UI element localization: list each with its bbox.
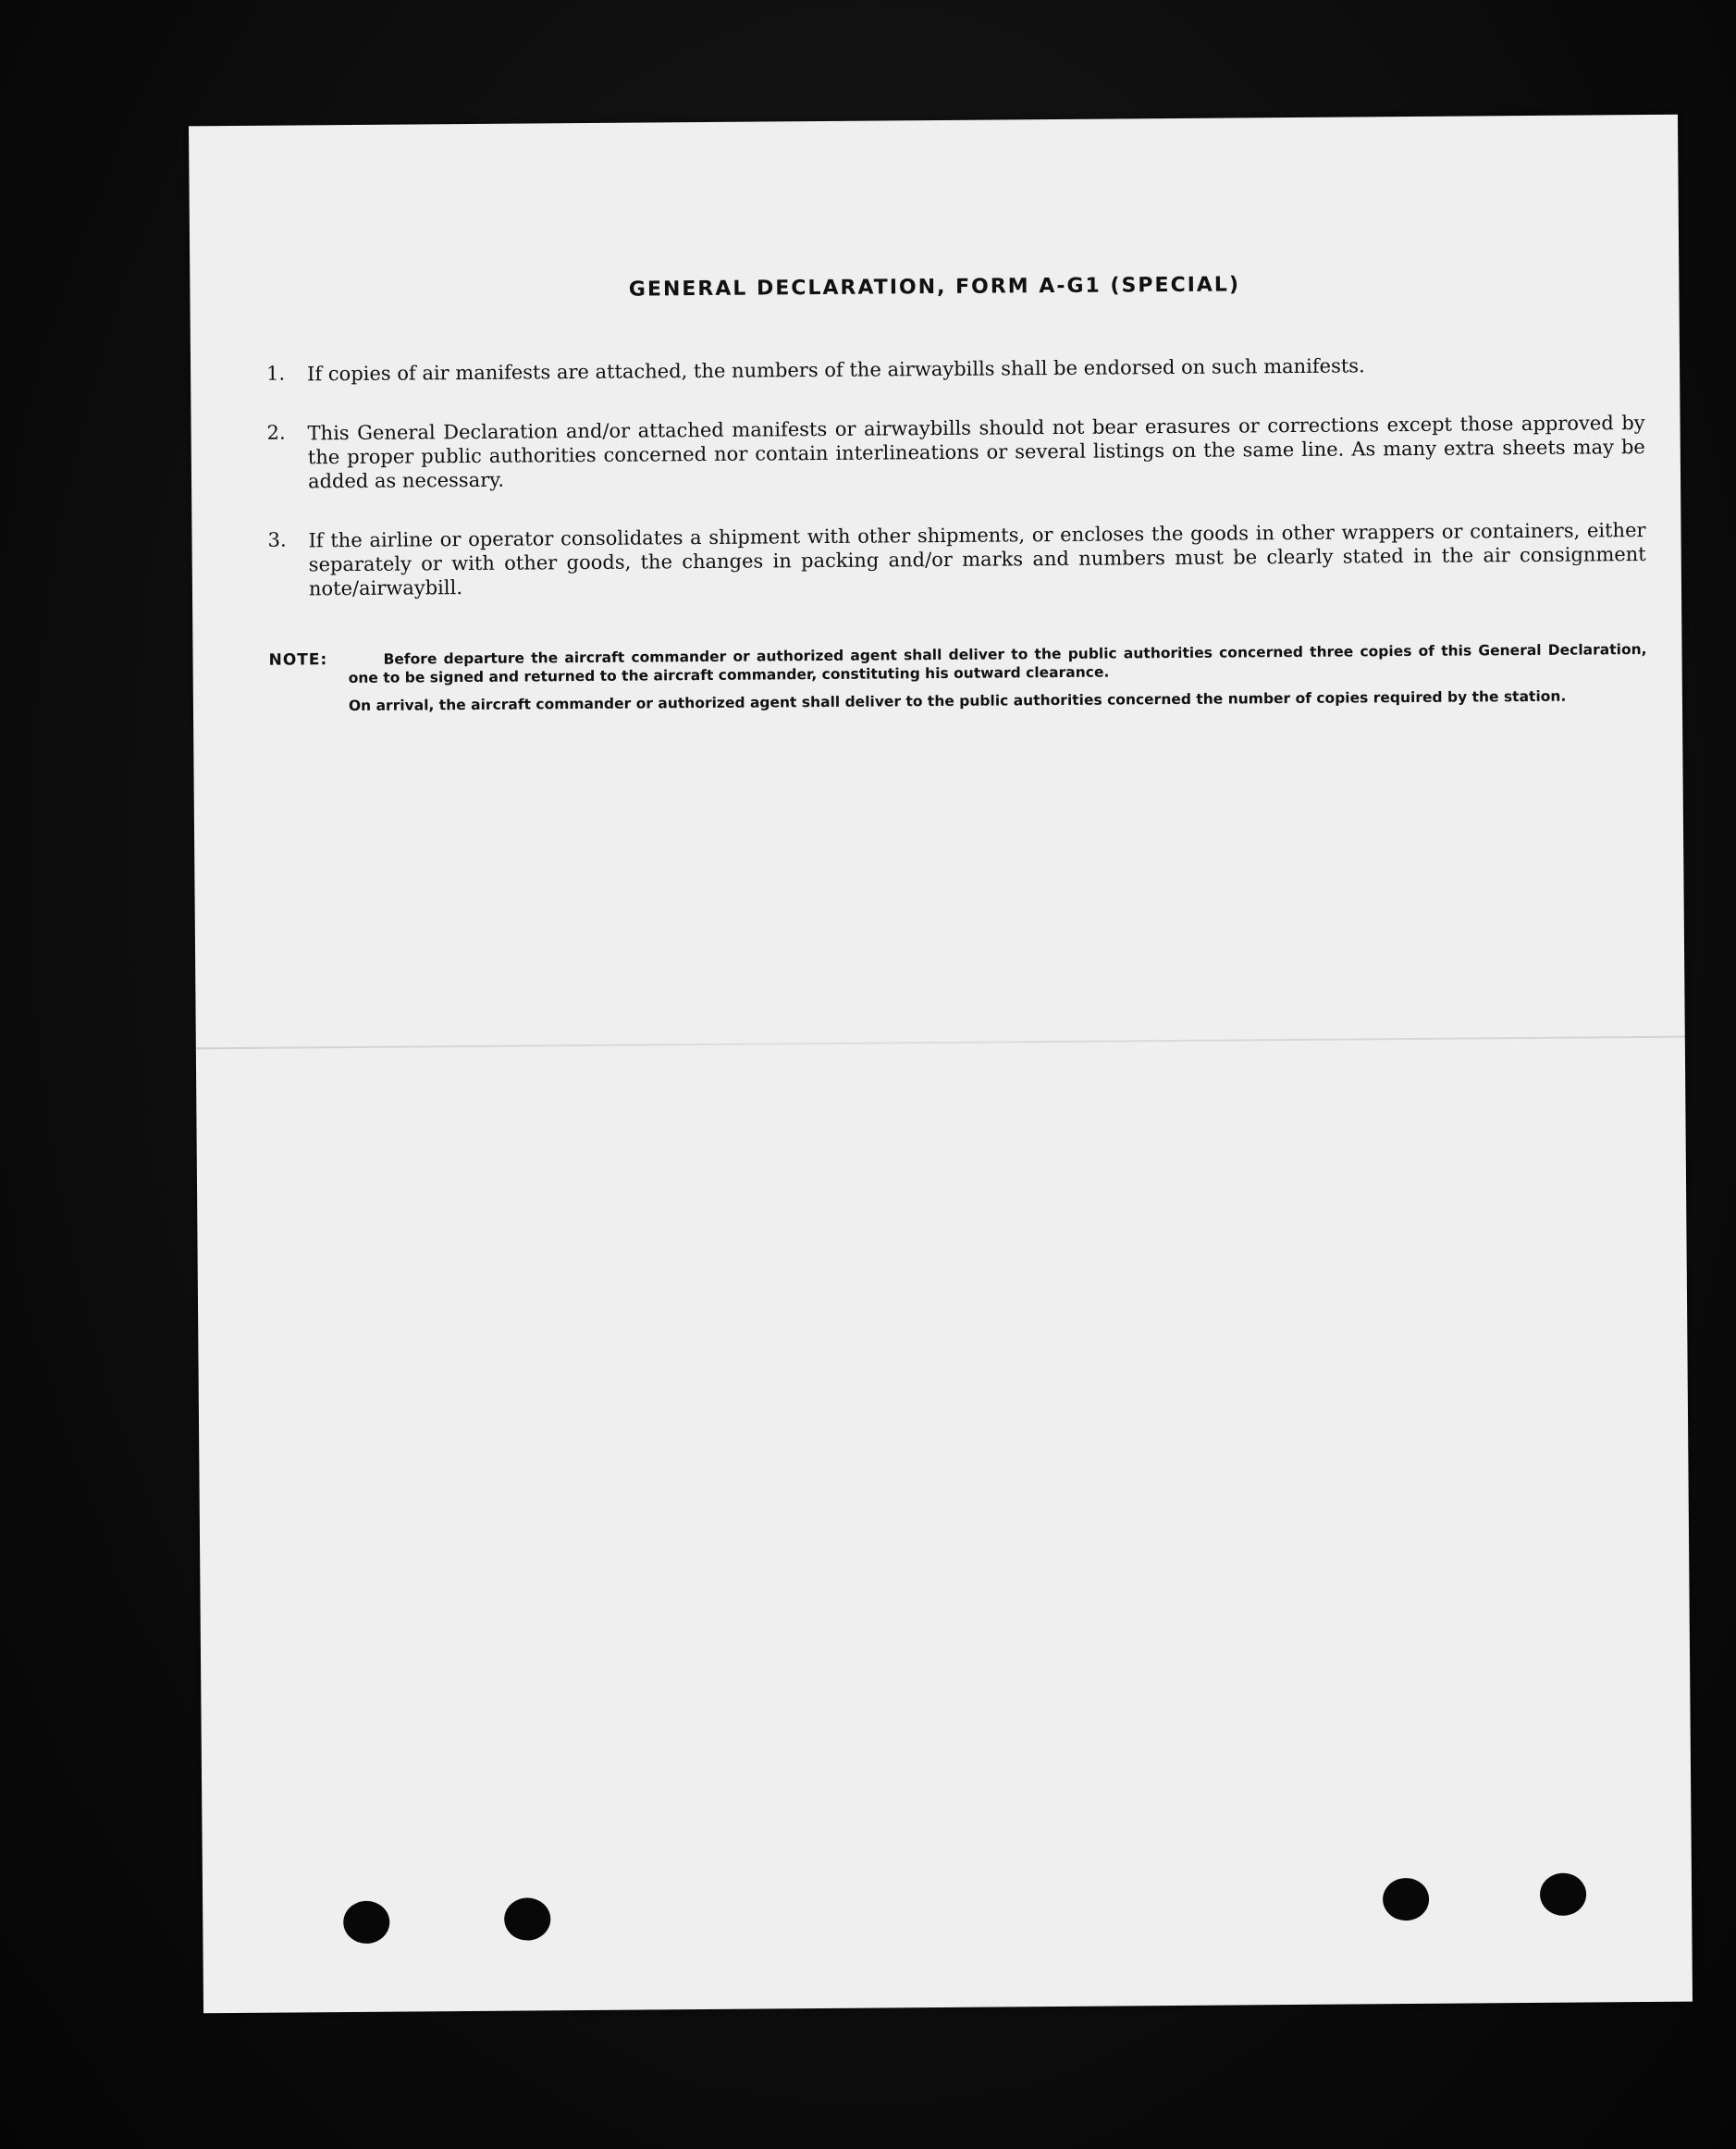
fold-crease bbox=[196, 1036, 1685, 1050]
instruction-list bbox=[266, 352, 1646, 636]
item-text: This General Declaration and/or attached manifests or airwaybills should not bear erasures or corrections except those approved by the proper public authorities concerned nor contain interlineations or several listings on the same line. As many extra sheets may be added as necessary. bbox=[307, 411, 1645, 493]
item-number: 3. bbox=[267, 528, 287, 551]
form-title: GENERAL DECLARATION, FORM A-G1 (SPECIAL) bbox=[628, 273, 1241, 302]
punch-hole bbox=[1383, 1878, 1429, 1921]
note-paragraph-departure: Before departure the aircraft commander or authorized agent shall deliver to the public authorities concerned three copies of this General Declaration, one to be signed and returned to the aircraft commander, constituting his outward clearance. bbox=[348, 640, 1647, 687]
instruction-item bbox=[267, 411, 1646, 494]
note-block bbox=[268, 640, 1647, 716]
item-text: If the airline or operator consolidates a shipment with other shipments, or encloses the goods in other wrappers or containers, either separately or with other goods, the changes in packing and/or marks and numbers must be clearly stated in the air consignment note/airwaybill. bbox=[308, 518, 1646, 600]
punch-hole bbox=[343, 1901, 389, 1944]
item-number: 2. bbox=[266, 421, 286, 444]
instruction-item bbox=[266, 352, 1644, 387]
document-page bbox=[189, 115, 1693, 2014]
item-text: If copies of air manifests are attached, the numbers of the airwaybills shall be endorsed on such manifests. bbox=[307, 354, 1365, 386]
instruction-item bbox=[267, 518, 1646, 601]
note-paragraph-arrival: On arrival, the aircraft commander or authorized agent shall deliver to the public authorities concerned the number of copies required by the station. bbox=[348, 687, 1567, 715]
item-number: 1. bbox=[266, 362, 286, 385]
punch-hole bbox=[1540, 1873, 1586, 1916]
punch-hole bbox=[504, 1897, 550, 1940]
note-label: NOTE: bbox=[268, 650, 328, 670]
